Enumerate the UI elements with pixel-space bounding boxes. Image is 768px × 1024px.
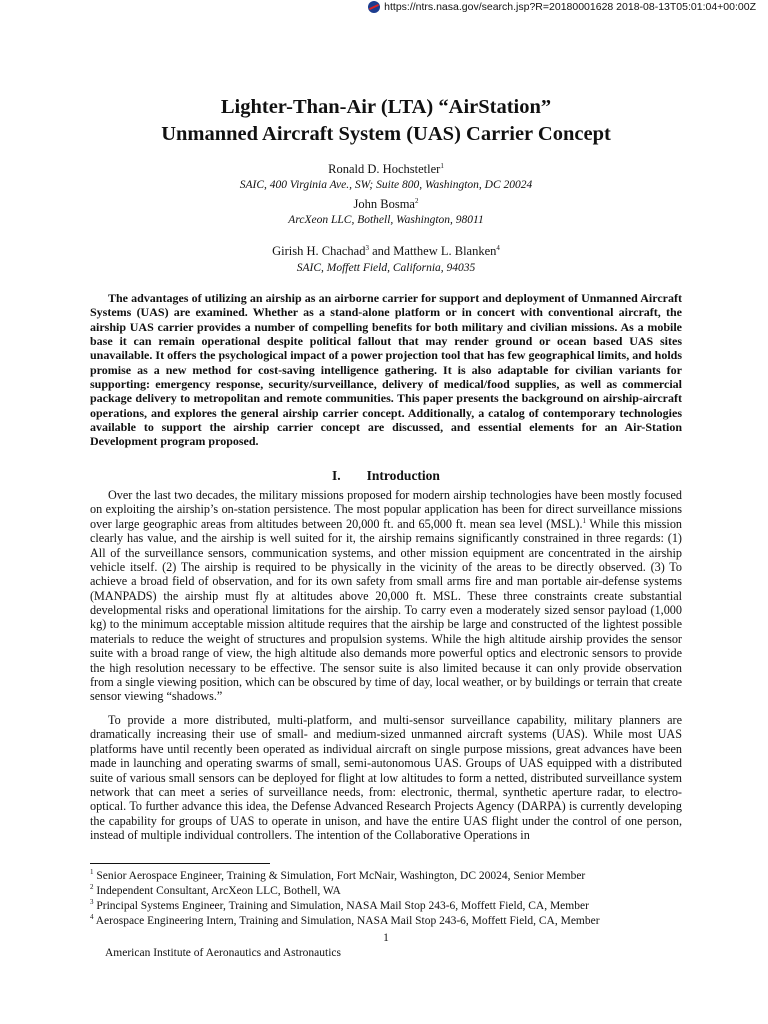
affiliation-1: SAIC, 400 Virginia Ave., SW; Suite 800, Washington, DC 20024 <box>239 179 533 191</box>
section-number: I. <box>332 468 341 483</box>
intro-paragraph-1 <box>90 488 682 704</box>
footnote-2 <box>90 884 682 899</box>
footnote-4 <box>90 914 682 929</box>
page-number: 1 <box>383 932 389 944</box>
author-4-name: Matthew L. Blanken <box>393 244 497 258</box>
citation-ref: 1 <box>582 516 587 525</box>
author-2 <box>90 197 682 212</box>
author-3-4 <box>90 244 682 259</box>
footnote-1-text: Senior Aerospace Engineer, Training & Simulation, Fort McNair, Washington, DC 20024, Senior Member <box>93 870 586 882</box>
title-line-2: Unmanned Aircraft System (UAS) Carrier Concept <box>161 123 611 145</box>
footnote-1-num: 1 <box>90 868 94 877</box>
footnote-4-num: 4 <box>90 913 94 922</box>
paper-title <box>90 94 682 148</box>
section-title: Introduction <box>366 468 440 483</box>
para1-part-b: While this mission clearly has value, and the airship is well suited for it, the airship remains significantly constrained in three regards: (1) All of the surveillance sensors, communication systems, and other mission equipment are concentrated in the airship vehicle itself. (2) The airship is required to be physically in the vicinity of the areas to be directly observed. (3) To achieve a broad field of observation, and for its own safety from small arms fire and man portable air-defense systems (MANPADS) the airship must fly at altitudes above 20,000 ft. MSL. These three constraints create substantial developmental risks and operational limitations for the airship. To carry even a moderately sized sensor payload (1,000 kg) to the minimum acceptable mission altitude requires that the airship be large and constructed of the lightest possible materials to reduce the weight of structures and propulsion systems. While the high altitude airship provides the sensor suite with a broad range of view, the high altitude also demands more powerful optics and electronic sensors to provide the high resolution necessary to be effective. The sensor suite is also limited because it can only provide observation from a single viewing position, which can be obscured by time of day, local weather, or by buildings or terrain that create sensor viewing “shadows.” <box>90 516 683 704</box>
footnote-4-text: Aerospace Engineering Intern, Training and Simulation, NASA Mail Stop 243-6, Moffett Field, CA, Member <box>93 915 600 927</box>
footnote-divider <box>90 863 270 864</box>
author-3-name: Girish H. Chachad <box>272 244 366 258</box>
ntrs-stamp <box>368 0 756 14</box>
footnote-3 <box>90 899 682 914</box>
nasa-logo-icon <box>368 1 380 13</box>
footnote-3-text: Principal Systems Engineer, Training and Simulation, NASA Mail Stop 243-6, Moffett Field, CA, Member <box>93 900 589 912</box>
abstract: The advantages of utilizing an airship as an airborne carrier for support and deployment of Unmanned Aircraft Systems (UAS) are examined. Whether as a stand-alone platform or in concert with conventional aircraft, the airship UAS carrier provides a number of compelling benefits for both military and civilian missions. As a mobile base it can remain operational despite political fallout that may render ground or ocean based UAS sites unavailable. It offers the psychological impact of a power projection tool that has few geographical limits, and holds promise as a new method for cost-saving intelligence gathering. It is also adaptable for civilian variants for supporting: emergency response, security/surveillance, delivery of medical/food supplies, as well as commercial package delivery to metropolitan and remote communities. This paper presents the background on airship-aircraft operations, and explores the general airship carrier concept. Additionally, a catalog of contemporary technologies available to support the airship carrier concept are discussed, and essential elements for an Air-Station Development program proposed. <box>90 291 682 449</box>
author-3-sup: 3 <box>365 243 369 252</box>
ntrs-url-text[interactable]: https://ntrs.nasa.gov/search.jsp?R=20180001628 2018-08-13T05:01:04+00:00Z <box>384 1 756 13</box>
intro-paragraph-2: To provide a more distributed, multi-platform, and multi-sensor surveillance capability, military planners are dramatically increasing their use of small- and medium-sized unmanned aircraft systems (UAS). While most UAS platforms have until recently been operated as individual aircraft on single purpose missions, great advances have been made in launching and operating swarms of small, semi-autonomous UAS. Groups of UAS equipped with a distributed suite of various small sensors can be deployed for flight at low altitudes to form a netted, distributed surveillance system network that can meet a series of surveillance needs, from: electronic, thermal, synthetic aperture radar, to electro-optical. To further advance this idea, the Defense Advanced Research Projects Agency (DARPA) is currently developing the capability for groups of UAS to operate in unison, and have the entire UAS flight under the control of one person, instead of multiple individual controllers. The intention of the Collaborative Operations in <box>90 713 682 842</box>
footnote-2-text: Independent Consultant, ArcXeon LLC, Bothell, WA <box>93 885 341 897</box>
author-1-sup: 1 <box>440 161 444 170</box>
author-1-name: Ronald D. Hochstetler <box>328 162 441 176</box>
footnote-3-num: 3 <box>90 898 94 907</box>
publisher-footer: American Institute of Aeronautics and Astronautics <box>105 947 342 959</box>
section-heading <box>90 468 682 484</box>
footnotes <box>90 869 682 929</box>
title-line-1: Lighter-Than-Air (LTA) “AirStation” <box>220 96 552 118</box>
author-1 <box>90 162 682 177</box>
author-2-sup: 2 <box>414 196 419 205</box>
author-4-sup: 4 <box>496 243 500 252</box>
author-2-name: John Bosma <box>353 197 415 211</box>
affiliation-2: ArcXeon LLC, Bothell, Washington, 98011 <box>288 214 484 226</box>
affiliation-3: SAIC, Moffett Field, California, 94035 <box>296 262 476 274</box>
footnote-1 <box>90 869 682 884</box>
author-and: and <box>368 244 394 258</box>
para1-part-a: Over the last two decades, the military missions proposed for modern airship technologies have been mostly focused on exploiting the airship’s on-station persistence. The most popular application has been for direct surveillance missions over large geographic areas from altitudes between 20,000 ft. and 65,000 ft. mean sea level (MSL). <box>90 488 682 531</box>
footnote-2-num: 2 <box>90 883 94 892</box>
